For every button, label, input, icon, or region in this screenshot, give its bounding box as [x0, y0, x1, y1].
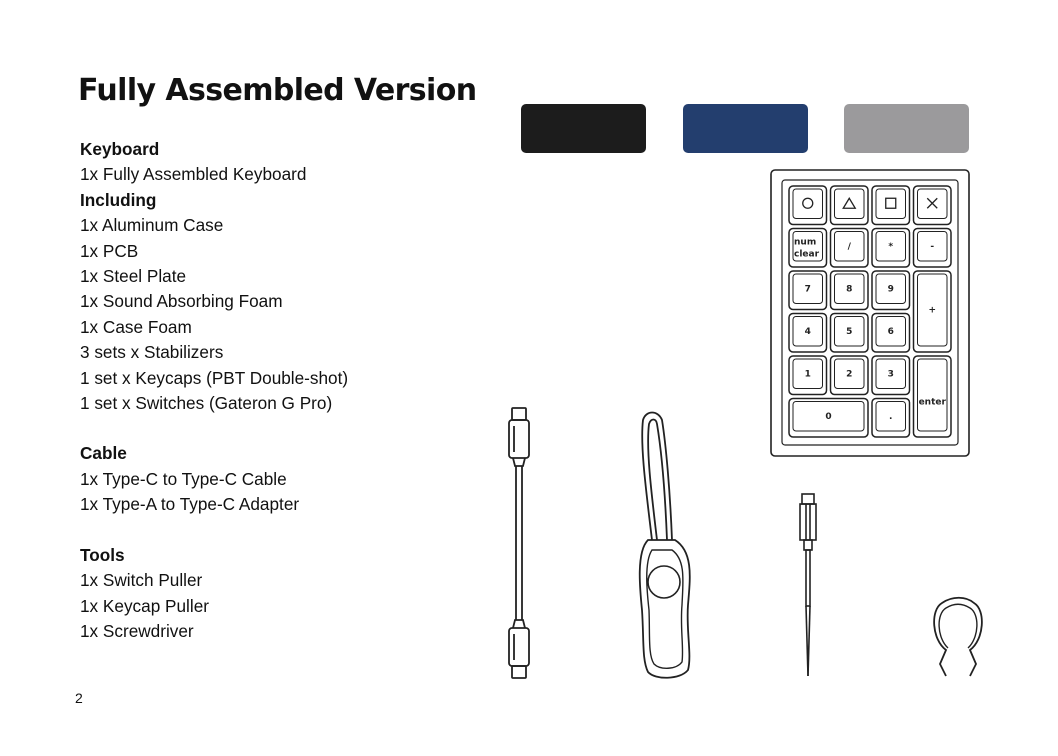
- list-item: 1x PCB: [80, 240, 139, 261]
- key-label: +: [928, 305, 937, 316]
- key-label: 4: [804, 326, 811, 337]
- keycap-puller-illustration: [640, 413, 690, 678]
- switch-puller-illustration: [934, 598, 982, 676]
- list-item: 1x Case Foam: [80, 316, 192, 337]
- list-item: 1x Aluminum Case: [80, 215, 224, 236]
- list-item: 1x Type-C to Type-C Cable: [80, 468, 287, 489]
- circle-icon: [803, 198, 813, 208]
- list-item: 1x Sound Absorbing Foam: [80, 291, 283, 312]
- square-icon: [886, 198, 896, 208]
- enter-key: [914, 356, 952, 437]
- list-item: 1x Type-A to Type-C Adapter: [80, 494, 300, 515]
- key-label: num: [794, 237, 817, 248]
- square-key: [872, 186, 910, 225]
- section-heading: Including: [80, 189, 157, 210]
- keypad-illustration: [771, 170, 969, 456]
- list-item: 1x Screwdriver: [80, 620, 194, 641]
- key-label: -: [930, 241, 935, 252]
- key-label: 9: [887, 284, 894, 295]
- key-label: 3: [887, 369, 894, 380]
- list-item: 1x Keycap Puller: [80, 595, 209, 616]
- key-label: .: [889, 411, 893, 422]
- section-heading: Tools: [80, 544, 125, 565]
- page-number: 2: [75, 690, 83, 706]
- key-label: *: [888, 241, 894, 252]
- key-label: 0: [825, 411, 832, 422]
- section-heading: Keyboard: [80, 139, 160, 159]
- cross-key: [914, 186, 952, 225]
- key-label: 2: [846, 369, 853, 380]
- list-item: 1x Switch Puller: [80, 570, 203, 591]
- key-label: clear: [794, 249, 820, 260]
- list-item: 1x Fully Assembled Keyboard: [80, 164, 307, 185]
- triangle-key: [831, 186, 869, 225]
- page-title: Fully Assembled Version: [78, 73, 477, 108]
- screwdriver-illustration: [800, 494, 816, 676]
- list-item: 1 set x Switches (Gateron G Pro): [80, 393, 333, 414]
- circle-key: [789, 186, 827, 225]
- list-item: 1 set x Keycaps (PBT Double-shot): [80, 367, 349, 388]
- key-label: 5: [846, 326, 853, 337]
- section-heading: Cable: [80, 443, 127, 464]
- key-label: 6: [887, 326, 894, 337]
- usb-c-cable-illustration: [509, 408, 529, 678]
- key-label: 7: [804, 284, 811, 295]
- key-label: enter: [918, 397, 946, 408]
- key-label: /: [847, 241, 851, 252]
- triangle-icon: [843, 198, 855, 208]
- key-label: 1: [804, 369, 811, 380]
- list-item: 1x Steel Plate: [80, 266, 187, 287]
- cross-icon: [927, 198, 937, 208]
- num-clear-key: [789, 229, 827, 268]
- key-label: 8: [846, 284, 853, 295]
- list-item: 3 sets x Stabilizers: [80, 342, 224, 363]
